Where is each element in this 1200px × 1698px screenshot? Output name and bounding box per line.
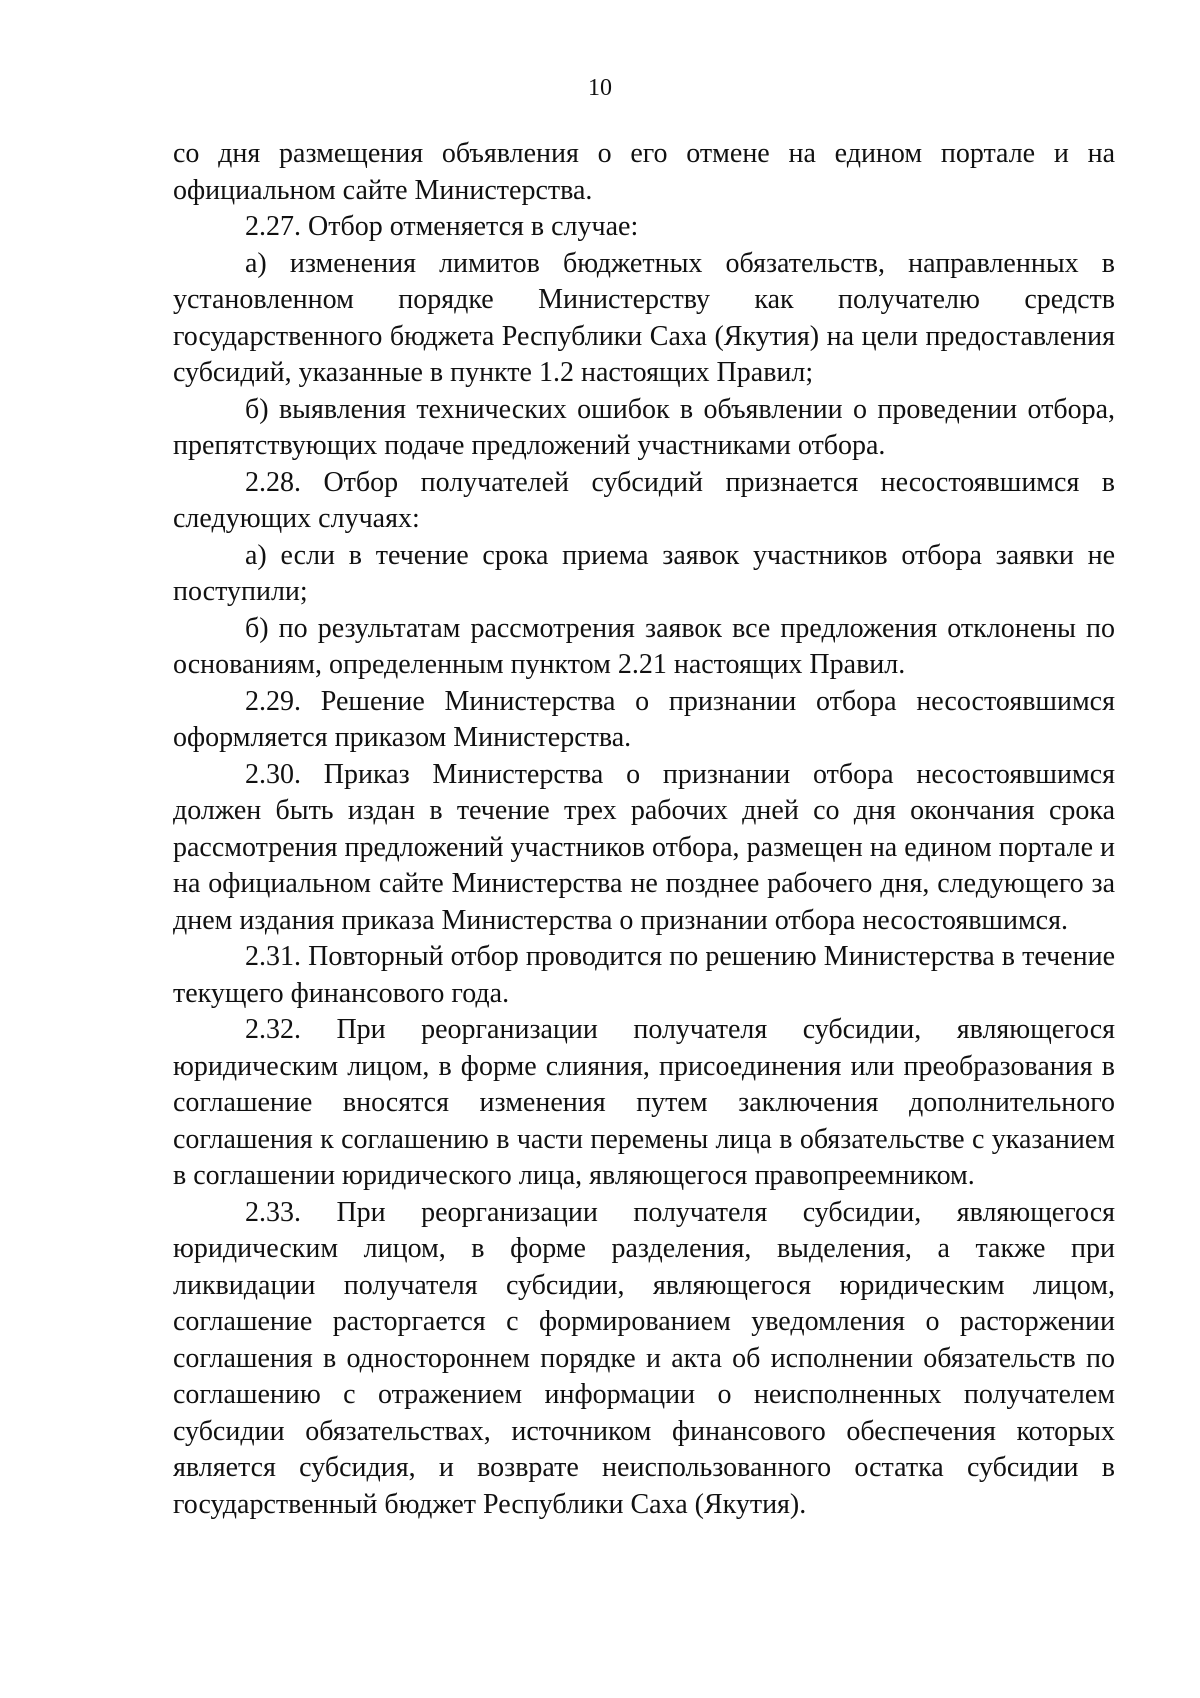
paragraph-2-28: 2.28. Отбор получателей субсидий признается несостоявшимся в следующих случаях:	[173, 466, 1115, 534]
paragraph-2-32: 2.32. При реорганизации получателя субсидии, являющегося юридическим лицом, в форме слияния, присоединения или преобразования в соглашение вносятся изменения путем заключения дополнительного соглашения к соглашению в части перемены лица в обязательстве с указанием в соглашении юридического лица, являющегося правопреемником.	[173, 1014, 1115, 1191]
paragraph-continuation: со дня размещения объявления о его отмене на едином портале и на официальном сайте Министерства.	[173, 138, 1115, 206]
paragraph-2-30: 2.30. Приказ Министерства о признании отбора несостоявшимся должен быть издан в течение трех рабочих дней со дня окончания срока рассмотрения предложений участников отбора, размещен на едином портале и на официальном сайте Министерства не позднее рабочего дня, следующего за днем издания приказа Министерства о признании отбора несостоявшимся.	[173, 758, 1115, 936]
paragraph-2-28-a: а) если в течение срока приема заявок участников отбора заявки не поступили;	[173, 539, 1115, 607]
paragraph-2-27-b: б) выявления технических ошибок в объявлении о проведении отбора, препятствующих подаче предложений участниками отбора.	[173, 393, 1115, 461]
paragraph-2-28-b: б) по результатам рассмотрения заявок все предложения отклонены по основаниям, определенным пунктом 2.21 настоящих Правил.	[173, 612, 1115, 680]
paragraph-2-33: 2.33. При реорганизации получателя субсидии, являющегося юридическим лицом, в форме разделения, выделения, а также при ликвидации получателя субсидии, являющегося юридическим лицом, соглашение расторгается с формированием уведомления о расторжении соглашения в одностороннем порядке и акта об исполнении обязательств по соглашению с отражением информации о неисполненных получателем субсидии обязательствах, источником финансового обеспечения которых является субсидия, и возврате неиспользованного остатка субсидии в государственный бюджет Республики Саха (Якутия).	[173, 1196, 1115, 1520]
paragraph-2-29: 2.29. Решение Министерства о признании отбора несостоявшимся оформляется приказом Министерства.	[173, 685, 1115, 753]
paragraph-2-27: 2.27. Отбор отменяется в случае:	[245, 211, 639, 242]
paragraph-2-27-a: а) изменения лимитов бюджетных обязательств, направленных в установленном порядке Министерству как получателю средств государственного бюджета Республики Саха (Якутия) на цели предоставления субсидий, указанные в пункте 1.2 настоящих Правил;	[173, 247, 1115, 388]
page-number: 10	[588, 75, 612, 101]
paragraph-2-31: 2.31. Повторный отбор проводится по решению Министерства в течение текущего финансового года.	[173, 941, 1115, 1009]
document-body	[173, 136, 1115, 1523]
